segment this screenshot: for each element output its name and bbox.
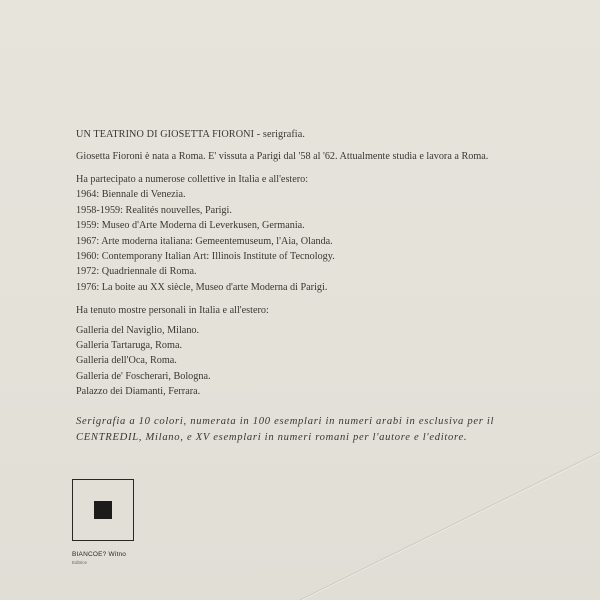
personal-exhibitions [76,303,576,399]
collective-item: 1972: Quadriennale di Roma. [76,266,197,278]
collective-exhibitions [76,172,576,295]
title-suffix: - serigrafia. [254,129,306,140]
document-body [76,128,576,446]
personal-item: Galleria Tartaruga, Roma. [76,339,183,351]
colophon-line: Serigrafia a 10 colori, numerata in 100 esemplari in numeri arabi in esclusiva per il [76,415,495,427]
document-title [76,128,576,141]
publisher-subtitle: Editrice [72,560,88,565]
personal-item: Galleria de' Foscherari, Bologna. [76,370,211,382]
artist-bio: Giosetta Fioroni è nata a Roma. E' vissuta a Parigi dal '58 al '62. Attualmente studia e lavora a Roma. [76,151,489,163]
logo-square-icon [94,501,112,519]
publisher-logo [72,479,134,541]
collective-item: 1960: Contemporany Italian Art: Illinois Institute of Tecnology. [76,250,335,262]
collective-item: 1958-1959: Realités nouvelles, Parigi. [76,204,232,216]
personal-item: Galleria del Naviglio, Milano. [76,324,200,336]
publisher-name: BIANCOE? Witno [72,551,127,558]
collective-item: 1967: Arte moderna italiana: Gemeentemuseum, l'Aia, Olanda. [76,235,333,247]
collective-item: 1976: La boite au XX siècle, Museo d'arte Moderna di Parigi. [76,281,328,293]
personal-intro: Ha tenuto mostre personali in Italia e all'estero: [76,305,269,317]
collective-item: 1959: Museo d'Arte Moderna di Leverkusen, Germania. [76,220,305,232]
edition-colophon [76,414,576,446]
title-main: UN TEATRINO DI GIOSETTA FIORONI [76,129,255,140]
collective-item: 1964: Biennale di Venezia. [76,189,186,201]
personal-item: Palazzo dei Diamanti, Ferrara. [76,386,201,398]
colophon-line: CENTREDIL, Milano, e XV esemplari in numeri romani per l'autore e l'editore. [76,431,468,443]
personal-item: Galleria dell'Oca, Roma. [76,355,177,367]
collective-intro: Ha partecipato a numerose collettive in Italia e all'estero: [76,173,309,185]
